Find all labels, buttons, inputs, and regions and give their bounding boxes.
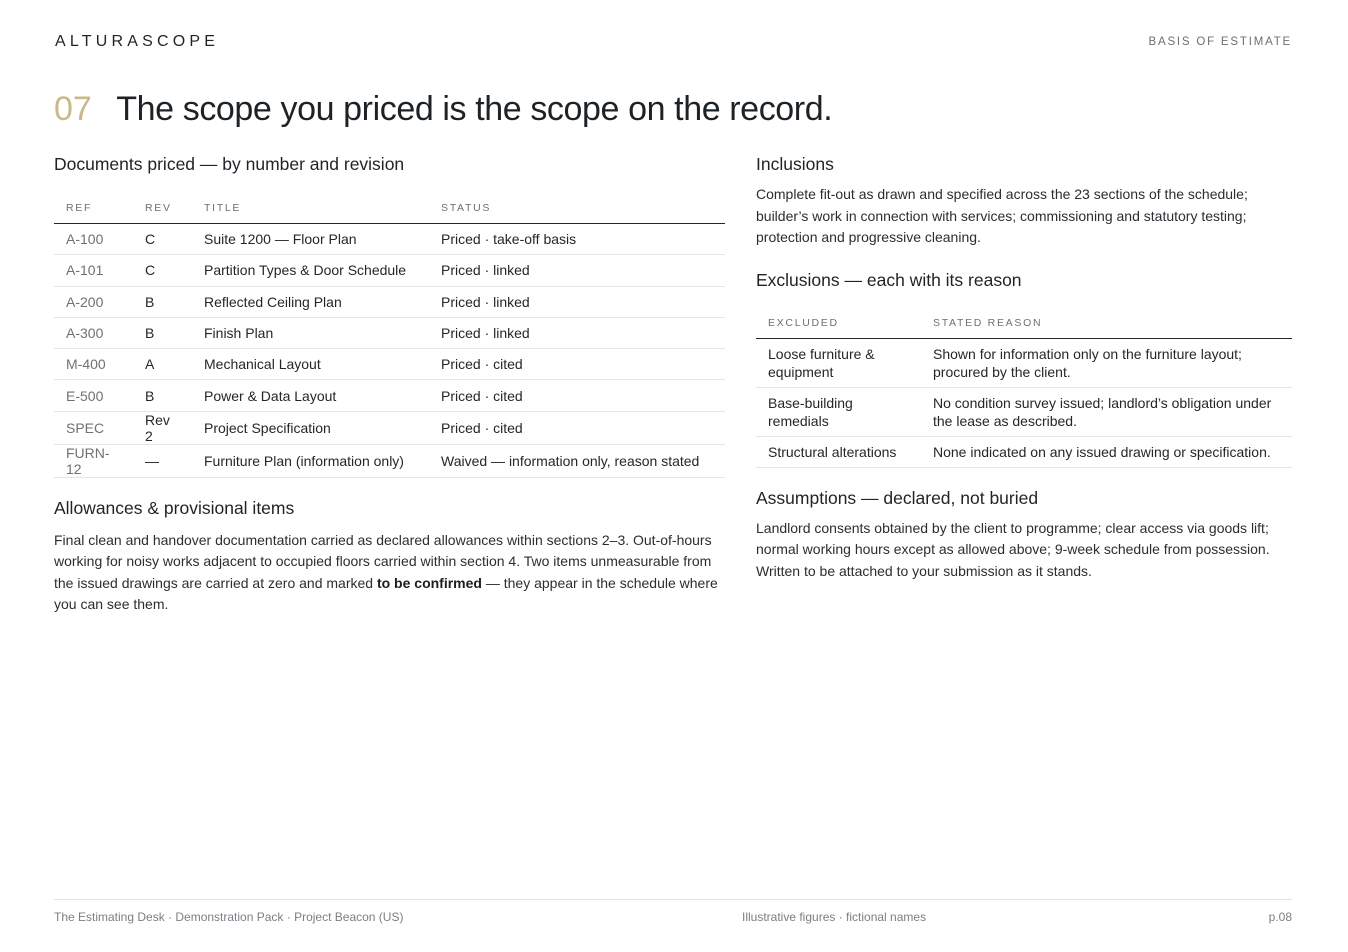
doc-ref: E-500 [54, 380, 133, 411]
excluded-item: Loose furniture & equipment [756, 338, 921, 387]
doc-rev: C [133, 255, 192, 286]
doc-status: Priced · cited [429, 380, 725, 411]
doc-rev: B [133, 317, 192, 348]
doc-ref: A-100 [54, 224, 133, 255]
excluded-reason: No condition survey issued; landlord’s obligation under the lease as described. [921, 387, 1292, 436]
page-heading [54, 90, 832, 129]
inclusions-text: Complete fit-out as drawn and specified across the 23 sections of the schedule; builder’s work in connection with services; commissioning and statutory testing; protection and progressive cleaning. [756, 186, 1248, 245]
excluded-item: Structural alterations [756, 436, 921, 467]
doc-ref: SPEC [54, 411, 133, 444]
column-header-title: TITLE [192, 193, 429, 224]
doc-rev: Rev 2 [133, 411, 192, 444]
doc-ref: FURN-12 [54, 444, 133, 477]
doc-title: Reflected Ceiling Plan [192, 286, 429, 317]
left-column [54, 152, 725, 616]
doc-status: Priced · take-off basis [429, 224, 725, 255]
exclusions-header-row [756, 308, 1292, 339]
documents-heading: Documents priced — by number and revision [54, 154, 405, 174]
allowances-heading: Allowances & provisional items [54, 497, 295, 518]
doc-status: Priced · linked [429, 317, 725, 348]
exclusions-section [756, 268, 1292, 468]
table-row [54, 317, 725, 348]
footer-divider [54, 899, 1292, 900]
table-row [54, 255, 725, 286]
doc-rev: A [133, 349, 192, 380]
allowances-emphasis: to be confirmed [376, 574, 482, 591]
doc-title: Mechanical Layout [192, 349, 429, 380]
documents-header-row [54, 193, 725, 224]
brand-wordmark: ALTURASCOPE [55, 33, 220, 50]
doc-rev: B [133, 286, 192, 317]
page-number: p.08 [1268, 910, 1292, 924]
assumptions-text: Landlord consents obtained by the client to programme; clear access via goods lift; normal working hours except as allowed above; 9-week schedule from possession. Written to be attached to your submission as it stands. [756, 519, 1270, 579]
doc-title: Suite 1200 — Floor Plan [192, 224, 429, 255]
assumptions-section [756, 486, 1292, 583]
table-row [54, 349, 725, 380]
doc-ref: A-300 [54, 317, 133, 348]
doc-title: Project Specification [192, 411, 429, 444]
footer-note: Illustrative figures · fictional names [742, 910, 927, 924]
doc-status: Priced · cited [429, 349, 725, 380]
allowances-text: Final clean and handover documentation carried as declared allowances within sections 2–3. Out-of-hours working for noisy works adjacent to occupied floors carried within section 4. Two items unmeasurable from the issued drawings are carried at zero and marked [54, 531, 712, 591]
column-header-ref: REF [54, 193, 133, 224]
doc-status: Priced · linked [429, 286, 725, 317]
excluded-reason: Shown for information only on the furniture layout; procured by the client. [921, 338, 1292, 387]
document-type-label: BASIS OF ESTIMATE [1148, 36, 1292, 48]
table-row [756, 387, 1292, 436]
inclusions-section [756, 152, 1292, 249]
doc-rev: — [133, 444, 192, 477]
doc-rev: C [133, 224, 192, 255]
page-title: The scope you priced is the scope on the record. [116, 90, 833, 128]
inclusions-heading: Inclusions [756, 154, 834, 174]
doc-title: Power & Data Layout [192, 380, 429, 411]
exclusions-table [756, 308, 1292, 468]
table-row [54, 286, 725, 317]
doc-title: Finish Plan [192, 317, 429, 348]
allowances-text-end: — they appear in the schedule where you can see them. [54, 574, 718, 613]
allowances-section [54, 496, 725, 616]
exclusions-heading: Exclusions — each with its reason [756, 269, 1022, 290]
excluded-reason: None indicated on any issued drawing or specification. [921, 436, 1292, 467]
footer-left-text: The Estimating Desk · Demonstration Pack · Project Beacon (US) [54, 910, 404, 924]
column-header-status: STATUS [429, 193, 725, 224]
right-column [756, 152, 1292, 582]
table-row [54, 380, 725, 411]
column-header-excluded: EXCLUDED [756, 308, 921, 339]
doc-title: Partition Types & Door Schedule [192, 255, 429, 286]
table-row [756, 338, 1292, 387]
table-row [54, 224, 725, 255]
table-row [54, 411, 725, 444]
allowances-paragraph [54, 530, 725, 616]
table-row [756, 436, 1292, 467]
doc-status: Priced · cited [429, 411, 725, 444]
doc-rev: B [133, 380, 192, 411]
doc-ref: A-101 [54, 255, 133, 286]
doc-ref: M-400 [54, 349, 133, 380]
doc-ref: A-200 [54, 286, 133, 317]
section-number: 07 [54, 90, 92, 128]
column-header-rev: REV [133, 193, 192, 224]
doc-status: Waived — information only, reason stated [429, 444, 725, 477]
documents-section [54, 152, 725, 478]
doc-title: Furniture Plan (information only) [192, 444, 429, 477]
column-header-reason: STATED REASON [921, 308, 1292, 339]
excluded-item: Base-building remedials [756, 387, 921, 436]
table-row [54, 444, 725, 477]
documents-table [54, 193, 725, 478]
assumptions-heading: Assumptions — declared, not buried [756, 487, 1039, 508]
doc-status: Priced · linked [429, 255, 725, 286]
